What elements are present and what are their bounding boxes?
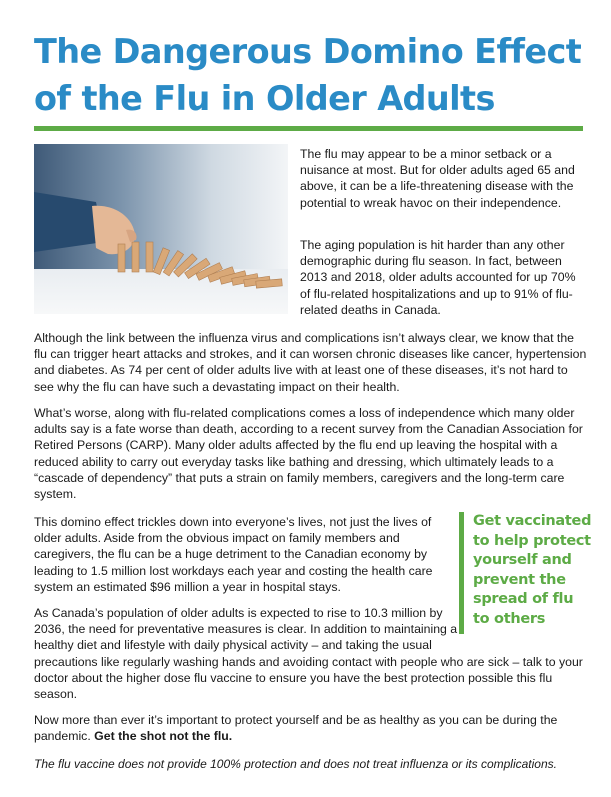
domino-photo (34, 144, 288, 314)
body-paragraph-economy: This domino effect trickles down into everyone’s lives, not just the lives of older adults. Aside from the obvious impact on family members and caregivers, the flu can be a huge detriment to the Canadian economy by leading to 1.5 million lost workdays each year and costing the health care system an estimated $96 million a year in hospital stays. (34, 515, 433, 594)
body-paragraph-complications: Although the link between the influenza virus and complications isn’t always clear, we know that the flu can trigger heart attacks and strokes, and it can worsen chronic diseases like cancer, hypertension and diabetes. As 74 per cent of older adults live with at least one of these diseases, it’s not hard to see why the flu can have such a devastating impact on their health. (34, 331, 587, 394)
callout-line-6: to others (473, 610, 546, 627)
page-title (34, 28, 594, 122)
callout-line-3: yourself and (473, 552, 572, 569)
body-paragraph-closing (34, 712, 589, 744)
closing-text: Now more than ever it’s important to protect yourself and be as healthy as you can be during the pandemic. (34, 713, 558, 744)
title-line-2: of the Flu in Older Adults (34, 79, 495, 118)
intro-paragraph-2: The aging population is hit harder than any other demographic during flu season. In fact, between 2013 and 2018, older adults accounted for up 70% of flu-related hospitalizations and up to 91% of flu-related deaths in Canada. (300, 238, 576, 317)
callout-line-4: prevent the (473, 571, 566, 588)
callout-line-1: Get vaccinated (473, 513, 592, 529)
body-paragraph-independence: What’s worse, along with flu-related complications comes a loss of independence which many older adults say is a fate worse than death, according to a recent survey from the Canadian Association for Retired Persons (CARP). Many older adults affected by the flu end up leaving the hospital with a reduced ability to carry out everyday tasks like bathing and dressing, which ultimately leads to a “cascade of dependency” that puts a strain on family members, caregivers and the long-term care system. (34, 406, 583, 502)
callout-line-2: to help protect (473, 532, 591, 549)
callout-line-5: spread of flu (473, 591, 574, 608)
intro-paragraph-1: The flu may appear to be a minor setback or a nuisance at most. But for older adults aged 65 and above, it can be a life-threatening disease with the potential to wreak havoc on their independence. (300, 147, 575, 210)
body-paragraph-prevention-text: As Canada’s population of older adults is expected to rise to 10.3 million by 2036, the need for preventative measures is clear. In addition to maintaining a healthy diet and lifestyle with daily physical activity – and taking the usual precautions like regularly washing hands and avoiding contact with people who are sick – talk to your doctor about the higher dose flu vaccine to ensure you have the best protection possible this flu season. (34, 606, 583, 702)
closing-bold-slogan: Get the shot not the flu. (94, 729, 233, 744)
vaccination-callout (459, 512, 592, 634)
domino-illustration (34, 144, 288, 314)
title-line-1: The Dangerous Domino Effect (34, 32, 582, 71)
title-divider (34, 126, 583, 131)
disclaimer: The flu vaccine does not provide 100% protection and does not treat influenza or its complications. (34, 757, 557, 771)
